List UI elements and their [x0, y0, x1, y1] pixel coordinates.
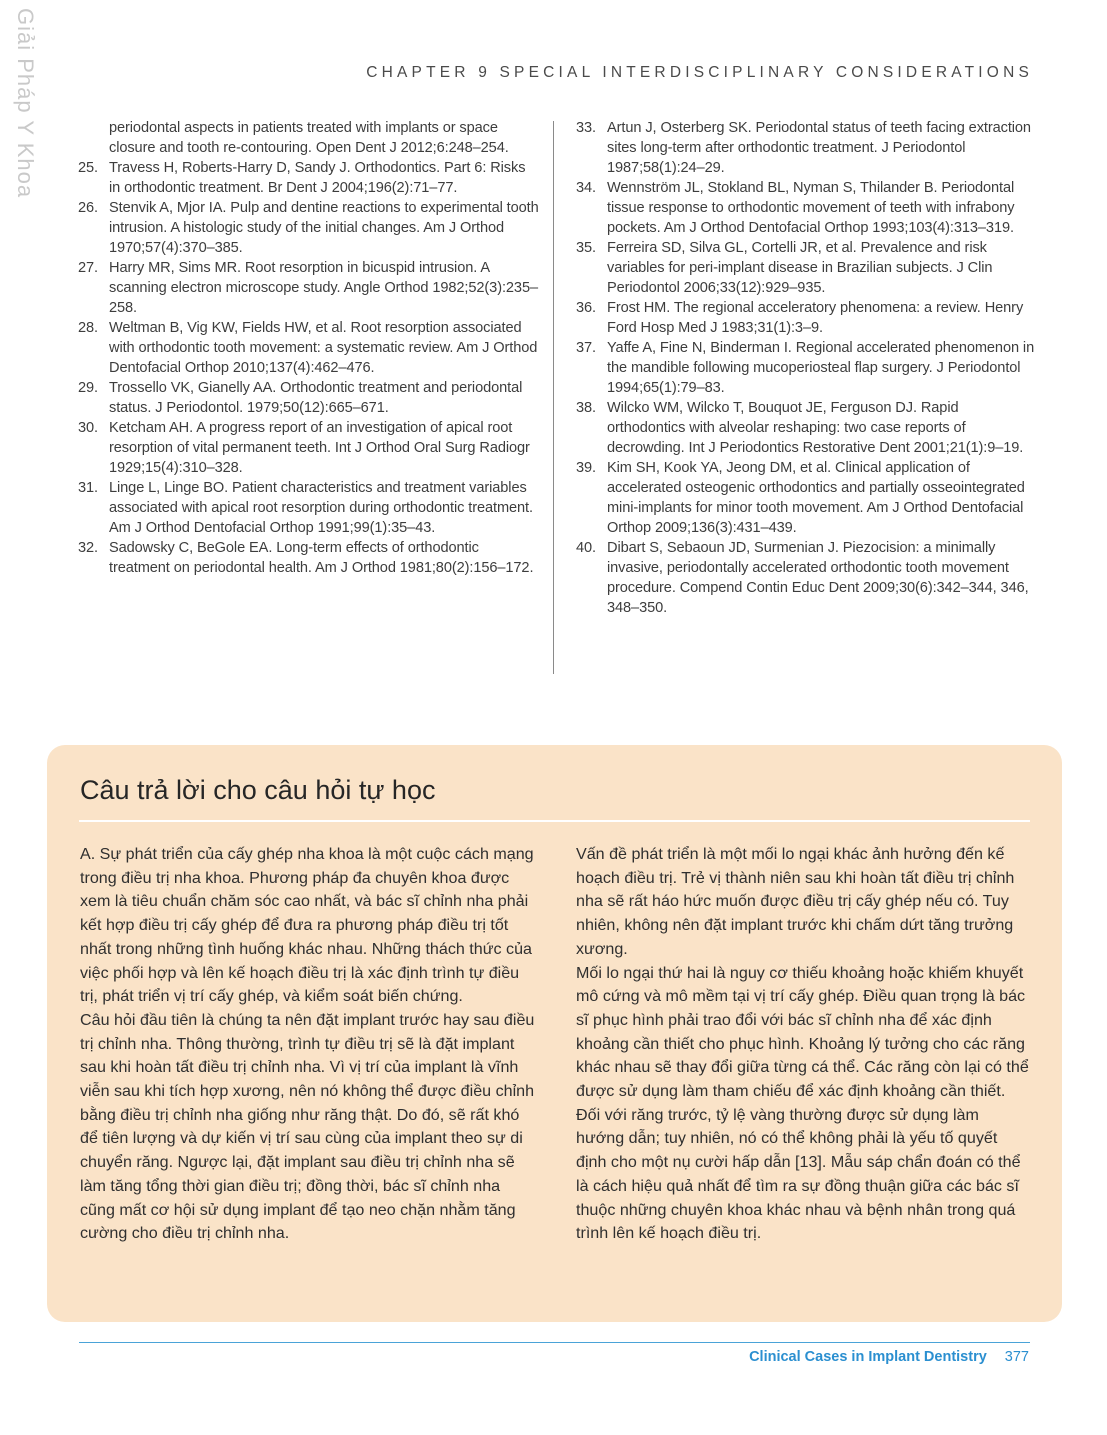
reference-text: Wilcko WM, Wilcko T, Bouquot JE, Ferguson DJ. Rapid orthodontics with alveolar reshaping: two case reports of decrowding. Int J Periodontics Restorative Dent 2001;21(1):9–19.: [607, 400, 1024, 456]
reference-text: Kim SH, Kook YA, Jeong DM, et al. Clinical application of accelerated osteogenic orthodontics and partially osseointegrated mini-implants for minor tooth movement. Am J Orthod Dentofacial Orthop 2009;136(3):431–439.: [607, 460, 1025, 536]
answer-right-column: [576, 843, 1031, 1246]
reference-item: [576, 338, 1036, 398]
reference-item: [78, 538, 540, 578]
answer-paragraph: A. Sự phát triển của cấy ghép nha khoa là một cuộc cách mạng trong điều trị nha khoa. Phương pháp đa chuyên khoa được xem là tiêu chuẩn chăm sóc cao nhất, và bác sĩ chỉnh nha phải kết hợp điều trị cấy ghép để đưa ra phương pháp điều trị tốt nhất trong những tình huống khác nhau. Những thách thức của việc phối hợp và lên kế hoạch điều trị là xác định trình tự điều trị, phát triển vị trí cấy ghép, và kiểm soát biến chứng.: [80, 845, 534, 1006]
reference-text: Dibart S, Sebaoun JD, Surmenian J. Piezocision: a minimally invasive, periodontally accelerated orthodontic tooth movement procedure. Compend Contin Educ Dent 2009;30(6):342–344, 346, 348–350.: [607, 540, 1029, 616]
reference-number: 25.: [78, 160, 98, 176]
page-footer: [749, 1349, 1029, 1365]
reference-item: [78, 118, 540, 158]
page-number: 377: [1004, 1349, 1029, 1365]
reference-number: 34.: [576, 180, 596, 196]
answer-paragraph: Mối lo ngại thứ hai là nguy cơ thiếu khoảng hoặc khiếm khuyết mô cứng và mô mềm tại vị trí cấy ghép. Điều quan trọng là bác sĩ phục hình phải trao đổi với bác sĩ chỉnh nha để xác định khoảng cần thiết cho phục hình. Khoảng lý tưởng cho các răng khác nhau sẽ thay đổi giữa từng cá thể. Các răng còn lại có thể được sử dụng làm tham chiếu để xác định khoảng cần thiết. Đối với răng trước, tỷ lệ vàng thường được sử dụng làm hướng dẫn; tuy nhiên, nó có thể không phải là yếu tố quyết định cho một nụ cười hấp dẫn [13]. Mẫu sáp chẩn đoán có thể là cách hiệu quả nhất để tìm ra sự đồng thuận giữa các bác sĩ thuộc những chuyên khoa khác nhau và bệnh nhân trong quá trình lên kế hoạch điều trị.: [576, 963, 1029, 1243]
self-study-answer-box: [47, 745, 1062, 1322]
reference-item: [576, 118, 1036, 178]
reference-item: [576, 298, 1036, 338]
answer-left-column: [80, 843, 535, 1246]
reference-item: [78, 318, 540, 378]
watermark: Giải Pháp Y Khoa: [13, 8, 38, 199]
reference-text: Wennström JL, Stokland BL, Nyman S, Thilander B. Periodontal tissue response to orthodontic movement of teeth with infrabony pockets. Am J Orthod Dentofacial Orthop 1993;103(4):313–319.: [607, 180, 1015, 236]
reference-item: [576, 538, 1036, 618]
reference-item: [576, 398, 1036, 458]
reference-item: [576, 178, 1036, 238]
reference-number: 28.: [78, 320, 98, 336]
reference-number: 35.: [576, 240, 596, 256]
column-divider: [553, 121, 554, 674]
reference-text: Trossello VK, Gianelly AA. Orthodontic treatment and periodontal status. J Periodontol. 1979;50(12):665–671.: [109, 380, 523, 416]
reference-number: 33.: [576, 120, 596, 136]
running-head: CHAPTER 9 SPECIAL INTERDISCIPLINARY CONSIDERATIONS: [366, 64, 1033, 81]
reference-number: 38.: [576, 400, 596, 416]
reference-item: [576, 458, 1036, 538]
reference-number: 36.: [576, 300, 596, 316]
reference-item: [78, 418, 540, 478]
reference-text: periodontal aspects in patients treated with implants or space closure and tooth re-contouring. Open Dent J 2012;6:248–254.: [109, 120, 509, 156]
reference-number: 37.: [576, 340, 596, 356]
reference-text: Artun J, Osterberg SK. Periodontal status of teeth facing extraction sites long-term after orthodontic treatment. J Periodontol 1987;58(1):24–29.: [607, 120, 1031, 176]
references-right-column: [576, 118, 1036, 618]
reference-number: 32.: [78, 540, 98, 556]
reference-item: [78, 158, 540, 198]
reference-text: Ferreira SD, Silva GL, Cortelli JR, et al. Prevalence and risk variables for peri-implant disease in Brazilian subjects. J Clin Periodontol 2006;33(12):929–935.: [607, 240, 993, 296]
reference-text: Travess H, Roberts-Harry D, Sandy J. Orthodontics. Part 6: Risks in orthodontic treatment. Br Dent J 2004;196(2):71–77.: [109, 160, 526, 196]
reference-item: [576, 238, 1036, 298]
reference-number: 26.: [78, 200, 98, 216]
reference-text: Sadowsky C, BeGole EA. Long-term effects of orthodontic treatment on periodontal health. Am J Orthod 1981;80(2):156–172.: [109, 540, 534, 576]
reference-text: Harry MR, Sims MR. Root resorption in bicuspid intrusion. A scanning electron microscope study. Angle Orthod 1982;52(3):235–258.: [109, 260, 538, 316]
reference-item: [78, 478, 540, 538]
book-title: Clinical Cases in Implant Dentistry: [749, 1349, 987, 1365]
footer-rule: [79, 1342, 1030, 1343]
reference-number: 40.: [576, 540, 596, 556]
answer-paragraph: Câu hỏi đầu tiên là chúng ta nên đặt implant trước hay sau điều trị chỉnh nha. Thông thường, trình tự điều trị sẽ là đặt implant sau khi hoàn tất điều trị chỉnh nha. Vì vị trí của implant là vĩnh viễn sau khi tích hợp xương, nên nó không thể được điều chỉnh bằng điều trị chỉnh nha giống như răng thật. Do đó, sẽ rất khó để tiên lượng và dự kiến vị trí sau cùng của implant theo sự di chuyển răng. Ngược lại, đặt implant sau điều trị chỉnh nha sẽ làm tăng tổng thời gian điều trị; đồng thời, bác sĩ chỉnh nha cũng mất cơ hội sử dụng implant để tạo neo chặn nhằm tăng cường cho điều trị chỉnh nha.: [80, 1010, 535, 1243]
reference-text: Yaffe A, Fine N, Binderman I. Regional accelerated phenomenon in the mandible following mucoperiosteal flap surgery. J Periodontol 1994;65(1):79–83.: [607, 340, 1035, 396]
answer-box-rule: [79, 820, 1030, 822]
reference-text: Frost HM. The regional acceleratory phenomena: a review. Henry Ford Hosp Med J 1983;31(1):3–9.: [607, 300, 1024, 336]
references-left-column: [78, 118, 540, 578]
reference-item: [78, 258, 540, 318]
answer-box-title: Câu trả lời cho câu hỏi tự học: [80, 775, 436, 805]
reference-number: 31.: [78, 480, 98, 496]
answer-paragraph: Vấn đề phát triển là một mối lo ngại khác ảnh hưởng đến kế hoạch điều trị. Trẻ vị thành niên sau khi hoàn tất điều trị chỉnh nha sẽ rất háo hức muốn được điều trị cấy ghép nếu có. Tuy nhiên, không nên đặt implant trước khi chấm dứt tăng trưởng xương.: [576, 845, 1015, 958]
reference-number: 30.: [78, 420, 98, 436]
reference-number: 39.: [576, 460, 596, 476]
reference-text: Weltman B, Vig KW, Fields HW, et al. Root resorption associated with orthodontic tooth movement: a systematic review. Am J Orthod Dentofacial Orthop 2010;137(4):462–476.: [109, 320, 538, 376]
reference-number: 29.: [78, 380, 98, 396]
reference-item: [78, 198, 540, 258]
reference-text: Ketcham AH. A progress report of an investigation of apical root resorption of vital permanent teeth. Int J Orthod Oral Surg Radiogr 1929;15(4):310–328.: [109, 420, 530, 476]
reference-number: 27.: [78, 260, 98, 276]
reference-text: Stenvik A, Mjor IA. Pulp and dentine reactions to experimental tooth intrusion. A histologic study of the initial changes. Am J Orthod 1970;57(4):370–385.: [109, 200, 539, 256]
reference-item: [78, 378, 540, 418]
reference-text: Linge L, Linge BO. Patient characteristics and treatment variables associated with apical root resorption during orthodontic treatment. Am J Orthod Dentofacial Orthop 1991;99(1):35–43.: [109, 480, 533, 536]
